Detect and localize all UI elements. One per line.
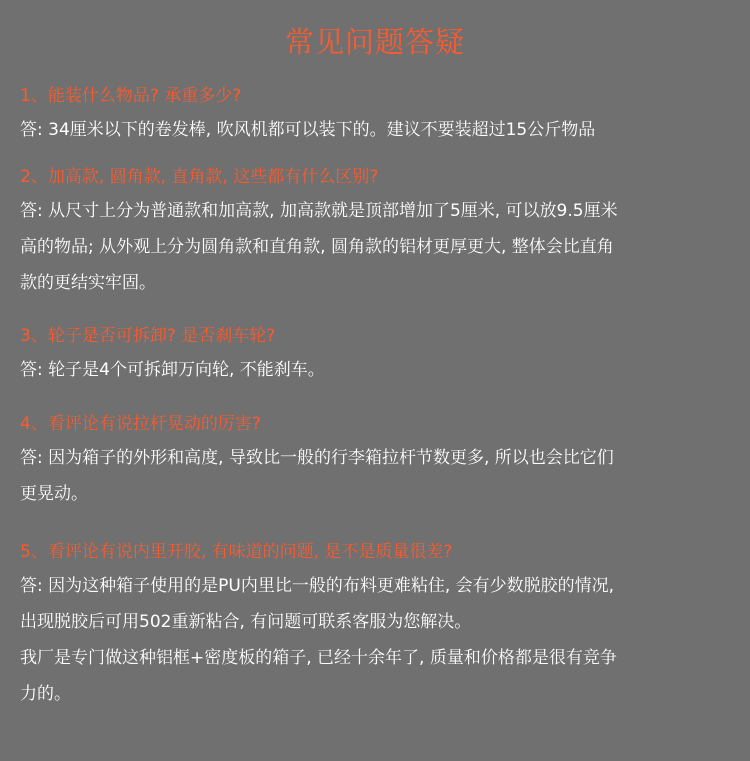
faq-answer-line: 更晃动。: [20, 484, 88, 504]
faq-answer: [20, 568, 732, 712]
faq-item-3: [20, 324, 732, 388]
faq-item-2: [20, 165, 732, 301]
faq-question: 2、加高款, 圆角款, 直角款, 这些都有什么区别?: [20, 167, 379, 187]
faq-answer-line: 出现脱胶后可用502重新粘合, 有问题可联系客服为您解决。: [20, 612, 472, 632]
faq-answer: [20, 193, 732, 301]
faq-question: 1、能装什么物品? 承重多少?: [20, 86, 242, 106]
faq-item-5: [20, 540, 732, 712]
faq-item-4: [20, 412, 732, 512]
faq-answer: [20, 352, 732, 388]
faq-answer-line: 款的更结实牢固。: [20, 273, 156, 293]
faq-answer-line: 答: 轮子是4个可拆卸万向轮, 不能刹车。: [20, 360, 325, 380]
faq-answer: [20, 440, 732, 512]
faq-question: 3、轮子是否可拆卸? 是否刹车轮?: [20, 326, 276, 346]
faq-answer-line: 我厂是专门做这种铝框+密度板的箱子, 已经十余年了, 质量和价格都是很有竞争: [20, 648, 617, 668]
faq-answer-line: 力的。: [20, 684, 71, 704]
faq-answer-line: 答: 从尺寸上分为普通款和加高款, 加高款就是顶部增加了5厘米, 可以放9.5厘米: [20, 201, 618, 221]
faq-item-1: [20, 84, 732, 148]
faq-answer-line: 答: 因为这种箱子使用的是PU内里比一般的布料更难粘住, 会有少数脱胶的情况,: [20, 576, 615, 596]
faq-answer-line: 答: 因为箱子的外形和高度, 导致比一般的行李箱拉杆节数更多, 所以也会比它们: [20, 448, 614, 468]
faq-question: 4、看评论有说拉杆晃动的厉害?: [20, 414, 261, 434]
faq-answer-line: 答: 34厘米以下的卷发棒, 吹风机都可以装下的。建议不要装超过15公斤物品: [20, 120, 596, 140]
faq-question: 5、看评论有说内里开胶, 有味道的问题, 是不是质量很差?: [20, 542, 453, 562]
faq-answer: [20, 112, 732, 148]
faq-answer-line: 高的物品; 从外观上分为圆角款和直角款, 圆角款的铝材更厚更大, 整体会比直角: [20, 237, 614, 257]
page-title: 常见问题答疑: [284, 25, 465, 59]
